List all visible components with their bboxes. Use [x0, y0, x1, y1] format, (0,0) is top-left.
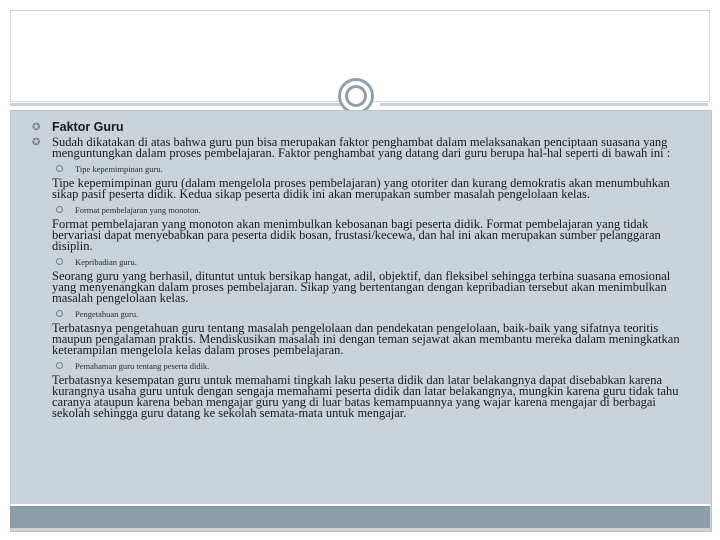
divider-right [380, 103, 708, 106]
section-text: Terbatasnya pengetahuan guru tentang masalah pengelolaan dan pendekatan pengelolaan, baik-baik yang sifatnya teoritis maupun pengalaman praktis. Mendiskusikan masalah ini dengan teman sejawat akan membantu mereka dalam meningkatkan keterampilan mengelola kelas dalam proses pembelajaran. [52, 321, 680, 357]
slide-body [30, 122, 690, 420]
divider-left [10, 103, 340, 106]
circle-bullet-icon [56, 310, 63, 317]
circle-bullet-icon [56, 206, 63, 213]
section-heading: Pemahaman guru tentang peserta didik. [30, 361, 690, 371]
circle-bullet-icon [56, 165, 63, 172]
ring-inner-ornament [345, 85, 367, 107]
section-heading: Tipe kepemimpinan guru. [30, 164, 690, 174]
title-text: Faktor Guru [52, 120, 124, 134]
bullet-icon: ✪ [32, 122, 41, 133]
circle-bullet-icon [56, 258, 63, 265]
intro-text: Sudah dikatakan di atas bahwa guru pun bisa merupakan faktor penghambat dalam melaksanakan penciptaan suasana yang menguntungkan dalam proses pembelajaran. Faktor penghambat yang datang dari guru berupa hal-hal seperti di bawah ini : [52, 135, 671, 160]
section-text: Seorang guru yang berhasil, dituntut untuk bersikap hangat, adil, objektif, dan fleksibel sehingga terbina suasana emosional yang menyenangkan dalam proses pembelajaran. Sikap yang bertentangan dengan kepribadian tersebut akan menimbulkan masalah pengelolaan kelas. [52, 269, 671, 305]
section-heading: Kepribadian guru. [30, 257, 690, 267]
section-text: Tipe kepemimpinan guru (dalam mengelola proses pembelajaran) yang otoriter dan kurang demokratis akan menumbuhkan sikap pasif peserta didik. Kedua sikap peserta didik ini akan merupakan sumber masalah pengelolaan kelas. [52, 176, 670, 201]
intro-item [30, 137, 690, 159]
section-heading: Pengetahuan guru. [30, 309, 690, 319]
section-text: Format pembelajaran yang monoton akan menimbulkan kebosanan bagi peserta didik. Format pembelajaran yang tidak bervariasi dapat menyebabkan para peserta didik bosan, frustasi/kecewa, dan hal ini akan merupakan sumber pelanggaran disiplin. [52, 217, 661, 253]
bullet-icon: ✪ [32, 137, 41, 148]
slide-title [30, 122, 690, 133]
section-heading: Format pembelajaran yang monoton. [30, 205, 690, 215]
ring-ornament [338, 78, 374, 114]
bottom-bar [10, 504, 710, 528]
section-text: Terbatasnya kesempatan guru untuk memahami tingkah laku peserta didik dan latar belakangnya dapat disebabkan karena kurangnya usaha guru untuk dengan sengaja memahami peserta didik dan latar belakangnya, mungkin karena guru tidak tahu caranya ataupun karena beban mengajar guru yang di luar batas kemampuannya yang wajar karena mengajar di berbagai sekolah sehingga guru datang ke sekolah semata-mata untuk mengajar. [52, 373, 679, 420]
circle-bullet-icon [56, 362, 63, 369]
